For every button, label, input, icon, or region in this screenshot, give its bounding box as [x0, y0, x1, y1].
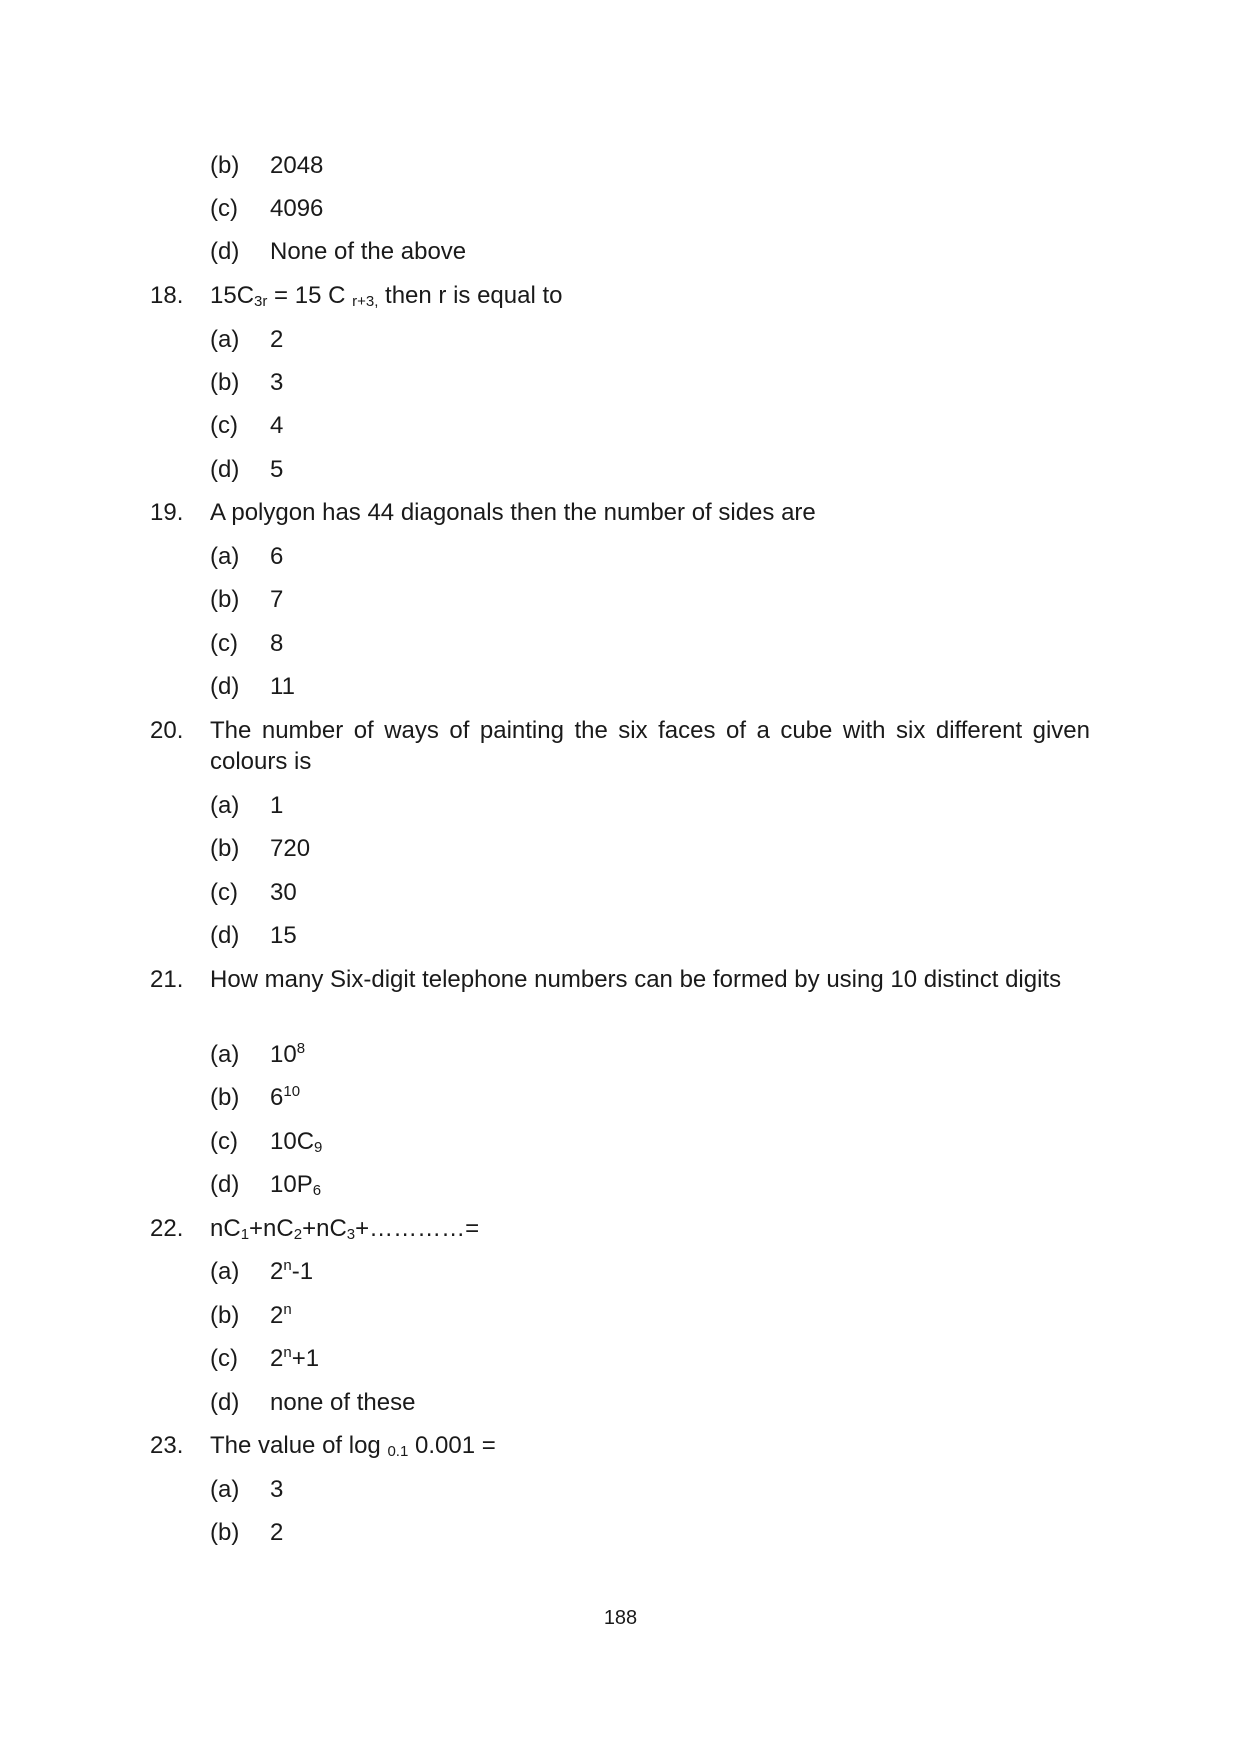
option-label: (a) — [210, 1258, 240, 1285]
option-label: (c) — [210, 412, 238, 439]
question-number: 19. — [150, 499, 184, 526]
option-value: None of the above — [270, 238, 467, 265]
question-text: $15C_{3r} = 15$ C $_{r+3,}$ then r is equal to — [210, 282, 563, 310]
option-value: 15 — [270, 922, 297, 949]
option-value: $10^8$ — [270, 1040, 306, 1068]
question-text: $nC_1+nC_2+nC_3+\dots\dots\dots\dots=$ — [210, 1215, 480, 1243]
option-label: (a) — [210, 792, 240, 819]
question-text: The value of log $_{0.1}$ 0.001 = — [210, 1432, 496, 1460]
option-label: (a) — [210, 1476, 240, 1503]
question-number: 23. — [150, 1432, 184, 1459]
option-value: 5 — [270, 456, 284, 483]
question-number: 18. — [150, 282, 184, 309]
option-label: (d) — [210, 238, 240, 265]
page-number: 188 — [603, 1607, 638, 1629]
option-label: (b) — [210, 1302, 240, 1329]
option-value: 11 — [270, 673, 295, 700]
option-value: 4 — [270, 412, 284, 439]
option-label: (b) — [210, 835, 240, 862]
option-label: (a) — [210, 543, 240, 570]
option-label: (d) — [210, 1389, 240, 1416]
option-value: 8 — [270, 630, 284, 657]
question-text: The number of ways of painting the six faces of a cube with six different given colours is — [210, 717, 1090, 775]
option-value: 2 — [270, 326, 284, 353]
question-text: How many Six-digit telephone numbers can be formed by using 10 distinct digits — [210, 966, 1062, 993]
option-value: 30 — [270, 879, 297, 906]
option-label: (d) — [210, 456, 240, 483]
option-value: $10C_9$ — [270, 1128, 323, 1156]
option-value: 2$^n$-1 — [270, 1257, 314, 1285]
option-label: (c) — [210, 1128, 238, 1155]
option-label: (c) — [210, 630, 238, 657]
question-number: 21. — [150, 966, 184, 993]
option-label: (c) — [210, 195, 238, 222]
question-number: 20. — [150, 717, 184, 744]
option-label: (b) — [210, 152, 240, 179]
option-label: (b) — [210, 586, 240, 613]
option-label: (c) — [210, 1345, 238, 1372]
option-value: 1 — [270, 792, 284, 819]
option-value: 3 — [270, 369, 284, 396]
option-value: 6 — [270, 543, 284, 570]
option-label: (d) — [210, 1171, 240, 1198]
option-value: $2^n+1$ — [270, 1344, 320, 1372]
option-value: 3 — [270, 1476, 284, 1503]
option-label: (c) — [210, 879, 238, 906]
option-value: 720 — [270, 835, 311, 862]
question-text: A polygon has 44 diagonals then the number of sides are — [210, 499, 816, 526]
option-value: $10P_6$ — [270, 1171, 322, 1199]
option-value: $6^{10}$ — [270, 1083, 301, 1111]
option-value: 4096 — [270, 195, 324, 222]
option-label: (b) — [210, 1519, 240, 1546]
option-value: 2 — [270, 1519, 284, 1546]
option-label: (a) — [210, 326, 240, 353]
option-value: 2048 — [270, 152, 324, 179]
option-label: (b) — [210, 1084, 240, 1111]
question-number: 22. — [150, 1215, 184, 1242]
option-label: (d) — [210, 922, 240, 949]
option-value: 7 — [270, 586, 284, 613]
option-value: none of these — [270, 1389, 416, 1416]
option-label: (b) — [210, 369, 240, 396]
option-label: (a) — [210, 1041, 240, 1068]
option-value: 2$^n$ — [270, 1301, 292, 1329]
option-label: (d) — [210, 673, 240, 700]
